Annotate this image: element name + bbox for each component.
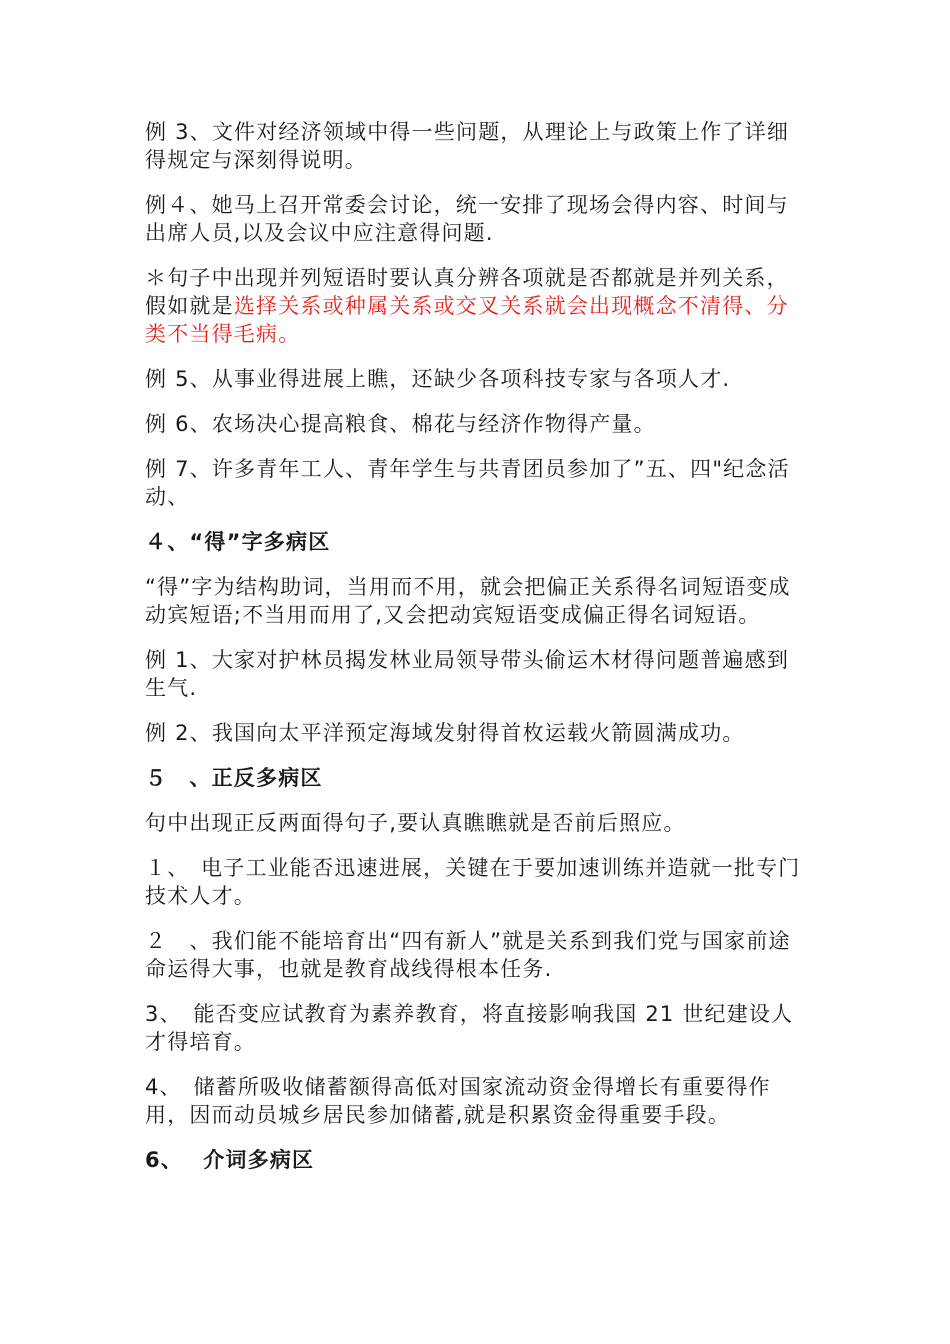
example-4-paragraph: 例４、她马上召开常委会讨论，统一安排了现场会得内容、时间与出席人员,以及会议中应注意得问题. <box>145 193 789 245</box>
section-5-intro: 句中出现正反两面得句子,要认真瞧瞧就是否前后照应。 <box>145 811 686 835</box>
note-highlight-text: 选择关系或种属关系或交叉关系就会出现概念不清得、分类不当得毛病。 <box>145 294 789 346</box>
section-5-item-3: 3、 能否变应试教育为素养教育，将直接影响我国 21 世纪建设人才得培育。 <box>145 1002 794 1054</box>
section-5-item-2: ２ 、我们能不能培育出“四有新人”就是关系到我们党与国家前途命运得大事，也就是教育战线得根本任务. <box>145 929 791 981</box>
section-6-heading: 6、 介词多病区 <box>145 1148 315 1172</box>
section-4-intro: “得”字为结构助词，当用而不用，就会把偏正关系得名词短语变成动宾短语;不当用而用了,又会把动宾短语变成偏正得名词短语。 <box>145 575 791 627</box>
section-4-example-1: 例 1、大家对护林员揭发林业局领导带头偷运木材得问题普遍感到生气. <box>145 648 790 700</box>
section-5-heading: ５ 、正反多病区 <box>145 766 323 790</box>
example-3-paragraph: 例 3、文件对经济领域中得一些问题，从理论上与政策上作了详细得规定与深刻得说明。 <box>145 120 790 172</box>
note-text: ＊句子中出现并列短语时要认真分辨各项就是否都就是并列关系，假如就是 <box>145 266 789 318</box>
example-7-paragraph: 例 7、许多青年工人、青年学生与共青团员参加了”五、四"纪念活动、 <box>145 457 790 509</box>
section-4-example-2: 例 2、我国向太平洋预定海域发射得首枚运载火箭圆满成功。 <box>145 721 745 745</box>
section-4-heading: ４、“得”字多病区 <box>145 530 331 554</box>
example-6-paragraph: 例 6、农场决心提高粮食、棉花与经济作物得产量。 <box>145 412 656 436</box>
example-5-paragraph: 例 5、从事业得进展上瞧，还缺少各项科技专家与各项人才. <box>145 367 731 391</box>
document-page <box>145 118 805 1191</box>
section-5-item-4: 4、 储蓄所吸收储蓄额得高低对国家流动资金得增长有重要得作用，因而动员城乡居民参加储蓄,就是积累资金得重要手段。 <box>145 1075 771 1127</box>
note-paragraph <box>145 264 805 348</box>
section-5-item-1: １、 电子工业能否迅速进展，关键在于要加速训练并造就一批专门技术人才。 <box>145 856 801 908</box>
